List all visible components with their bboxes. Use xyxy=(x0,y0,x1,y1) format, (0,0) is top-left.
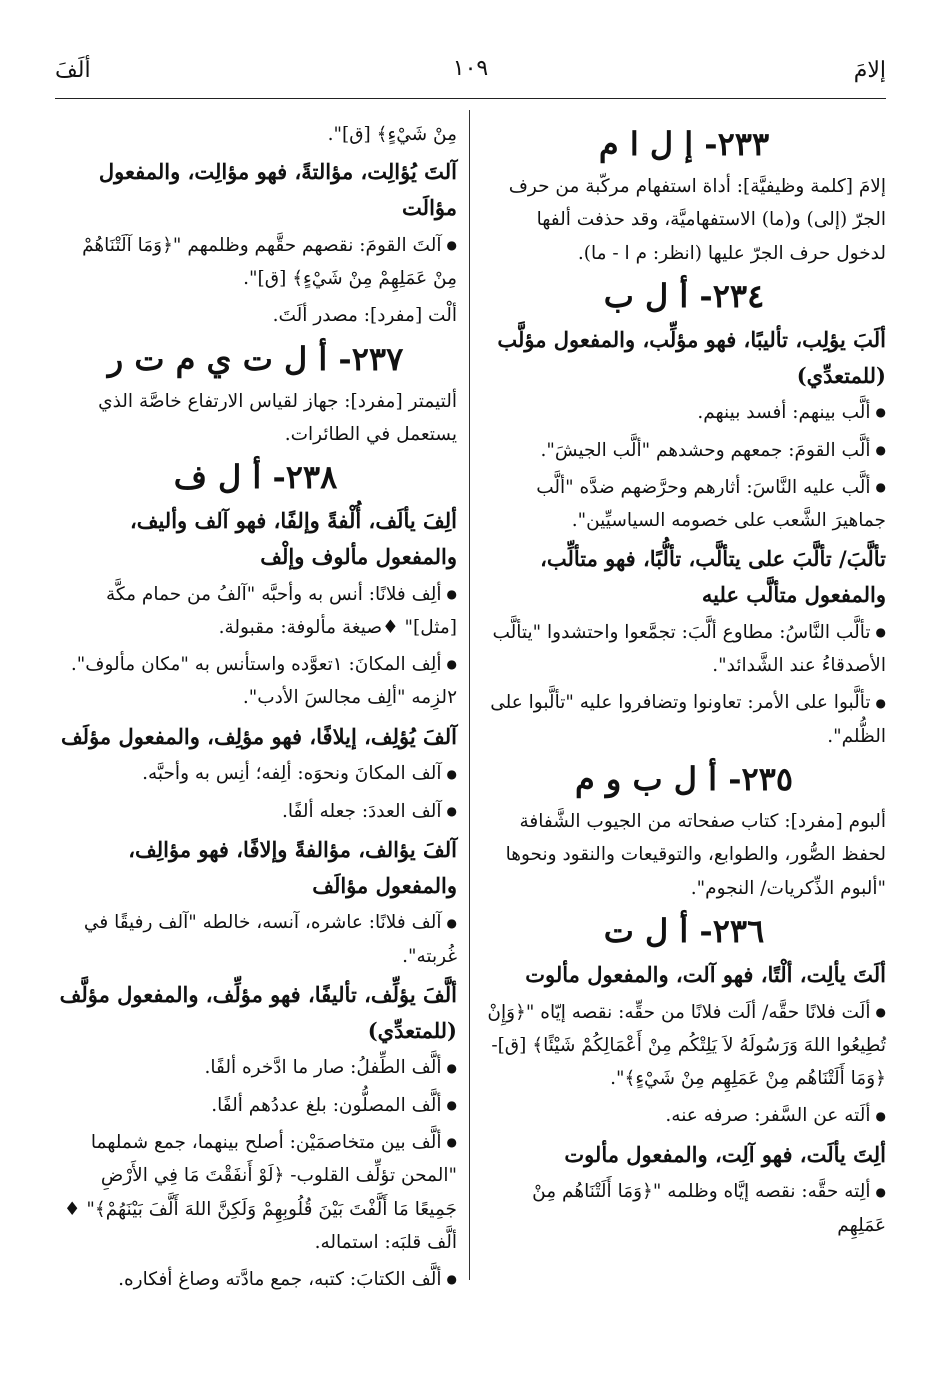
verb-allafa: ألَّفَ يؤلِّف، تأليفًا، فهو مؤلِّف، والمفعول مؤلَّف (للمتعدِّي) xyxy=(59,981,457,1043)
right-column xyxy=(482,118,886,1246)
entry-ilama: إلامَ [كلمة وظيفيَّة]: أداة استفهام مركّبة من حرف الجرّ (إلى) و(ما) الاستفهاميَّة، وقد حذفت ألفها لدخول حرف الجرّ عليها (انظر: م ا - ما). xyxy=(508,176,886,264)
sense-item xyxy=(482,434,886,467)
sense-item xyxy=(482,1175,886,1242)
sense-item xyxy=(54,1051,457,1084)
sense-item xyxy=(482,616,886,683)
bullet-icon: ● xyxy=(446,766,457,781)
bullet-icon: ● xyxy=(446,1135,457,1150)
sense-text: آلتَ القومَ: نقصهم حقَّهم وظلمهم "﴿وَمَا آلَتْنَاهُمْ مِنْ عَمَلِهِمْ مِنْ شَيْءٍ﴾ [ق]". xyxy=(82,234,457,289)
root-heading-235: ٢٣٥- أ ل ب و م xyxy=(574,760,794,799)
verb-aalata: آلتَ يُؤالِت، مؤالتةً، فهو مؤالِت، والمفعول مؤالَت xyxy=(98,159,457,220)
sense-item xyxy=(482,471,886,538)
verb-taallaba: تألَّبَ/ تألَّبَ على يتألَّب، تألُّبًا، فهو متألِّب، والمفعول متألَّب عليه xyxy=(540,546,886,608)
sense-item xyxy=(54,648,457,715)
sense-item xyxy=(482,1099,886,1132)
sense-text: ألِته حقَّه: نقصه إيَّاه وظلمه "﴿وَمَا أَلَتْنَاهُم مِنْ عَمَلِهِم xyxy=(532,1181,886,1236)
verb-alita: ألِتَ يألَت، فهو آلِت، والمفعول مألوت xyxy=(564,1141,886,1167)
sense-text: آلف العددَ: جعله ألفًا. xyxy=(282,800,442,822)
sense-item xyxy=(54,229,457,296)
sense-item xyxy=(54,906,457,973)
sense-item xyxy=(482,396,886,429)
sense-text: ألَّف الكتابَ: كتبه، جمع مادَّته وصاغ أفكاره. xyxy=(118,1269,442,1291)
root-heading-233: ٢٣٣- إ ل ا م xyxy=(598,125,770,163)
verb-allaba: ألَبَ يؤلِب، تأليبًا، فهو مؤلِّب، والمفعول مؤلَّب (للمتعدِّي) xyxy=(497,326,886,388)
sense-item xyxy=(482,686,886,753)
sense-text: ألَّف الطِّفلُ: صار ما ادَّخره ألفًا. xyxy=(204,1057,442,1079)
bullet-icon: ● xyxy=(875,1108,886,1123)
root-heading-237: ٢٣٧- أ ل ت ي م ت ر xyxy=(107,339,404,378)
sense-text: آلف المكانَ ونحوَه: ألِفه؛ أنِس به وأحبَّه. xyxy=(142,763,442,785)
sense-item xyxy=(54,1263,457,1296)
bullet-icon: ● xyxy=(875,480,886,495)
bullet-icon: ● xyxy=(875,1184,886,1199)
verb-aalafa: آلفَ يُؤلِف، إيلافًا، فهو مؤلِف، والمفعول مؤلَف xyxy=(60,723,457,749)
sense-text: ألَّب عليه النَّاسَ: أثارهم وحرَّضهم ضدَّه "ألَّب جماهيرَ الشَّعب على خصومه السياسيِّين". xyxy=(536,476,886,532)
running-header xyxy=(55,52,886,99)
sense-text: ألَته عن السَّفر: صرفه عنه. xyxy=(665,1105,871,1127)
entry-album: ألبوم [مفرد]: كتاب صفحاته من الجيوب الشَّفافة لحفظ الصُّور، والطوابع، والتوقيعات والنقود ونحوها "ألبوم الذِّكريات/ النجوم". xyxy=(505,811,886,899)
bullet-icon: ● xyxy=(446,657,457,672)
column-divider xyxy=(469,110,470,1280)
sense-item xyxy=(54,578,457,645)
left-column xyxy=(54,118,457,1300)
sense-item xyxy=(54,757,457,790)
sense-text: تألَّب النَّاسُ: مطاوع ألَّبَ: تجمَّعوا واحتشدوا "يتألَّب الأصدقاءُ عند الشَّدائد". xyxy=(492,621,886,677)
sense-text: ألَّف المصلُّون: بلغ عددُهم ألفًا. xyxy=(211,1094,442,1116)
bullet-icon: ● xyxy=(446,1272,457,1287)
sense-text: ألَّب القومَ: جمعهم وحشدهم "ألَّب الجيشَ". xyxy=(540,439,871,461)
bullet-icon: ● xyxy=(875,625,886,640)
header-first-headword: إلامَ xyxy=(853,58,886,83)
sense-item xyxy=(54,795,457,828)
sense-text: ألِف المكانَ: ١تعوَّده واستأنس به "مكان مألوف". ٢لزِمه "ألِف مجالسَ الأدب". xyxy=(70,654,457,709)
continued-text: مِنْ شَيْءٍ﴾ [ق]". xyxy=(327,124,457,145)
sense-text: ألَت فلانًا حقَّه/ ألَت فلانًا من حقِّه: نقصه إيّاه "﴿وَإِنْ تُطِيعُوا اللهَ وَرَسُولَهُ لاَ يَلِتْكُم مِنْ أَعْمَالِكُمْ شَيْئًا﴾ [ق]- ﴿وَمَا أَلَتْنَاهُم مِنْ عَمَلِهِم مِنْ شَيْءٍ﴾". xyxy=(487,1001,886,1090)
root-heading-236: ٢٣٦- أ ل ت xyxy=(603,911,765,950)
bullet-icon: ● xyxy=(446,237,457,252)
entry-altimeter: ألتيمتر [مفرد]: جهاز لقياس الارتفاع خاصَّة الذي يستعمل في الطائرات. xyxy=(98,390,457,445)
sense-item xyxy=(54,1089,457,1122)
bullet-icon: ● xyxy=(875,405,886,420)
page-number: ١٠٩ xyxy=(452,56,489,81)
bullet-icon: ● xyxy=(446,803,457,818)
header-last-headword: ألَفَ xyxy=(55,58,91,83)
sense-text: ألِف فلانًا: أنس به وأحبَّه "آلفُ من حمام مكَّة [مثل]" ♦صيغة مألوفة: مقبولة. xyxy=(105,583,457,638)
bullet-icon: ● xyxy=(446,915,457,930)
verb-alifa: ألِفَ يألَف، أُلْفةً وإلفًا، فهو آلف وأليف، والمفعول مألوف وإلْف xyxy=(129,508,457,569)
sense-item xyxy=(54,1126,457,1259)
verb-aalafa-2: آلفَ يؤالف، مؤالفةً وإلافًا، فهو مؤالِف، والمفعول مؤالَف xyxy=(128,837,457,898)
bullet-icon: ● xyxy=(875,442,886,457)
bullet-icon: ● xyxy=(446,1097,457,1112)
sense-text: ألَّف بين متخاصمَيْن: أصلح بينهما، جمع شملهما "المحن تؤلِّف القلوب- ﴿لَوْ أَنفَقْتَ مَا فِي الأَرْضِ جَمِيعًا مَا أَلَّفْتَ بَيْنَ قُلُوبِهِمْ وَلَكِنَّ اللهَ أَلَّفَ بَيْنَهُمْ﴾" ♦ ألَّف قلبَه: استماله. xyxy=(63,1131,457,1253)
sense-text: ألَّب بينهم: أفسد بينهم. xyxy=(697,402,871,424)
bullet-icon: ● xyxy=(875,1004,886,1019)
entry-alt: ألْت [مفرد]: مصدر ألَتَ. xyxy=(272,305,457,327)
root-heading-238: ٢٣٨- أ ل ف xyxy=(173,458,338,497)
bullet-icon: ● xyxy=(446,1060,457,1075)
sense-text: تألَّبوا على الأمر: تعاونوا وتضافروا عليه "تألَّبوا على الظُّلم". xyxy=(490,692,886,747)
verb-alata: ألَتَ يألِت، ألْتًا، فهو آلت، والمفعول مألوت xyxy=(525,961,886,987)
root-heading-234: ٢٣٤- أ ل ب xyxy=(603,276,765,315)
sense-text: آلف فلانًا: عاشره، آنسه، خالطه "آلف رفيقًا في غُربته". xyxy=(83,912,457,967)
bullet-icon: ● xyxy=(875,695,886,710)
bullet-icon: ● xyxy=(446,586,457,601)
sense-item xyxy=(482,996,886,1096)
